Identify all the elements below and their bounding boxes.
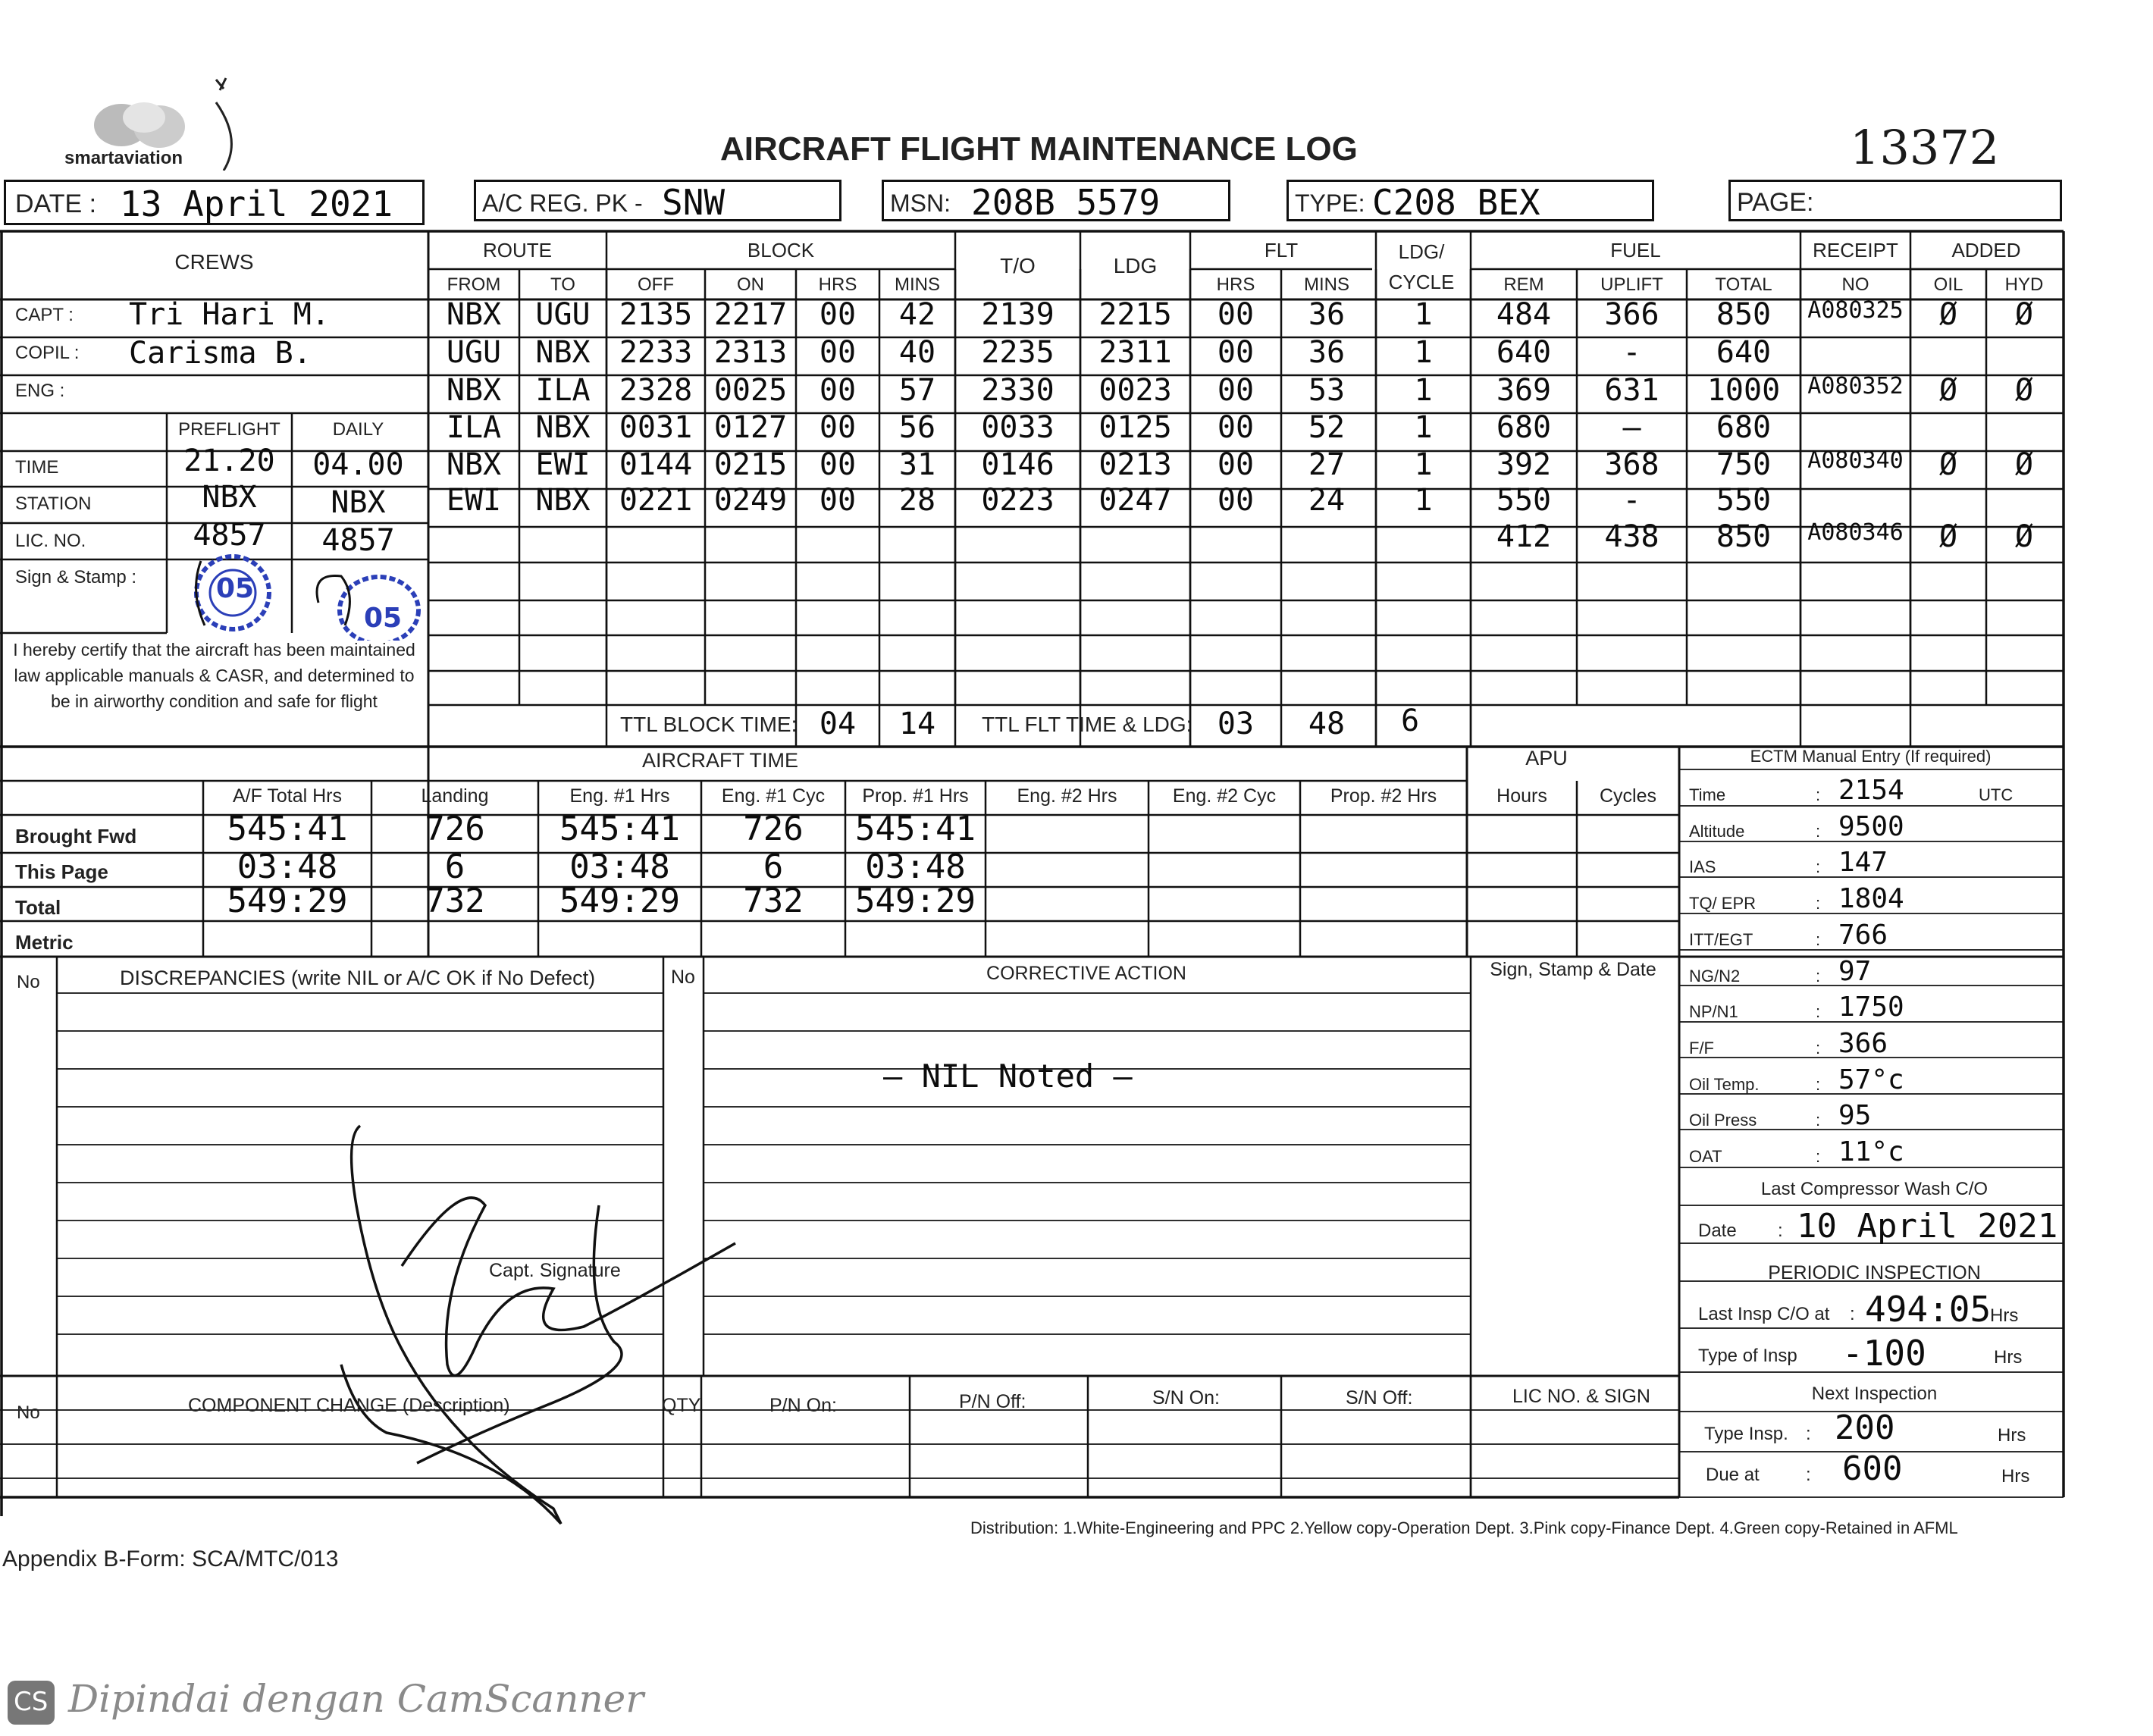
ectm-label: NP/N1 (1689, 1002, 1738, 1022)
flight-flt-hrs: 00 (1217, 335, 1255, 370)
flight-cycle: 1 (1414, 297, 1433, 332)
oil-subheader: OIL (1933, 274, 1963, 295)
flight-on: 2313 (713, 335, 788, 370)
flight-flt-mins: 53 (1308, 373, 1346, 408)
ldg-cycle-header: LDG/ CYCLE (1388, 240, 1455, 293)
next-type-label: Type Insp. (1704, 1424, 1788, 1444)
flight-uplift: — (1622, 410, 1641, 445)
flight-from: NBX (446, 447, 502, 482)
lic-sign-label: LIC NO. & SIGN (1512, 1386, 1650, 1407)
copil-label: COPIL : (15, 343, 80, 363)
type-value: C208 BEX (1372, 182, 1540, 223)
aircraft-time-col-header: Prop. #2 Hrs (1330, 785, 1437, 807)
next-type-colon: : (1806, 1424, 1811, 1444)
flight-total: 1000 (1706, 373, 1781, 408)
flight-total: 680 (1716, 410, 1772, 445)
flight-ldg: 0247 (1098, 483, 1172, 518)
eng-label: ENG : (15, 381, 65, 401)
preflight-time: 21.20 (183, 443, 275, 478)
flight-mins: 57 (898, 373, 936, 408)
next-type-unit: Hrs (1998, 1425, 2026, 1446)
flight-flt-mins: 24 (1308, 483, 1346, 518)
type-box (1286, 180, 1654, 221)
from-subheader: FROM (447, 274, 501, 295)
off-subheader: OFF (638, 274, 674, 295)
ectm-unit: UTC (1979, 785, 2014, 804)
type-of-insp-unit: Hrs (1994, 1347, 2023, 1368)
company-logo (61, 72, 235, 171)
ectm-value: 1750 (1838, 992, 1904, 1023)
ectm-colon: : (1816, 1038, 1821, 1058)
flight-from: EWI (446, 483, 502, 518)
flight-hyd: Ø (2014, 519, 2034, 554)
flt-header: FLT (1264, 239, 1299, 262)
flight-from: UGU (446, 335, 502, 370)
flight-total: 550 (1716, 483, 1772, 518)
aircraft-time-value: 6 (763, 848, 784, 886)
flight-off: 2233 (619, 335, 693, 370)
type-of-insp-label: Type of Insp (1698, 1346, 1797, 1366)
component-change-title: COMPONENT CHANGE (Description) (188, 1395, 510, 1416)
fuel-header: FUEL (1610, 239, 1661, 262)
flight-receipt: A080352 (1807, 373, 1904, 400)
flight-rem: 640 (1496, 335, 1552, 370)
ectm-label: Time (1689, 785, 1726, 804)
next-inspection-title: Next Inspection (1811, 1383, 1938, 1404)
on-subheader: ON (737, 274, 764, 295)
ectm-colon: : (1816, 1074, 1821, 1094)
flight-cycle: 1 (1414, 335, 1433, 370)
flight-from: ILA (446, 410, 502, 445)
flight-ldg: 0213 (1098, 447, 1172, 482)
reg-label: A/C REG. PK - (482, 190, 643, 217)
rem-subheader: REM (1503, 274, 1544, 295)
flight-uplift: - (1622, 335, 1641, 370)
ectm-label: Oil Temp. (1689, 1074, 1760, 1094)
flight-mins: 31 (898, 447, 936, 482)
aircraft-time-col-header: Eng. #2 Cyc (1172, 785, 1277, 807)
date-value: 13 April 2021 (120, 183, 393, 224)
hrs-subheader: HRS (818, 274, 857, 295)
flt-mins-subheader: MINS (1304, 274, 1349, 295)
lic-label: LIC. NO. (15, 531, 86, 551)
ectm-value: 147 (1838, 847, 1888, 879)
last-insp-value: 494:05 (1865, 1289, 1992, 1330)
flight-to-time: 0033 (981, 410, 1055, 445)
ectm-colon: : (1816, 1111, 1821, 1130)
preflight-lic: 4857 (193, 518, 266, 553)
ectm-label: NG/N2 (1689, 966, 1741, 986)
ectm-colon: : (1816, 966, 1821, 986)
reg-value: SNW (662, 182, 726, 223)
flight-mins: 56 (898, 410, 936, 445)
ttl-block-label: TTL BLOCK TIME: (620, 713, 798, 736)
flight-flt-hrs: 00 (1217, 447, 1255, 482)
aircraft-time-value: 03:48 (865, 848, 966, 886)
ectm-label: Oil Press (1689, 1111, 1757, 1130)
inspector-stamp-1 (186, 553, 284, 633)
nil-noted-note: – NIL Noted – (883, 1058, 1133, 1095)
daily-label: DAILY (332, 419, 384, 440)
last-insp-unit: Hrs (1990, 1305, 2019, 1326)
flight-off: 0221 (619, 483, 693, 518)
ectm-value: 97 (1838, 955, 1872, 987)
periodic-inspection-title: PERIODIC INSPECTION (1768, 1262, 1981, 1283)
sign-stamp-label: Sign & Stamp : (15, 567, 137, 588)
camscanner-watermark: Dipindai dengan CamScanner (68, 1677, 644, 1721)
time-label: TIME (15, 457, 59, 478)
flight-to: ILA (535, 373, 591, 408)
sn-off-label: S/N Off: (1346, 1387, 1413, 1409)
flight-to: EWI (535, 447, 591, 482)
to-header: T/O (1000, 254, 1036, 277)
flight-flt-hrs: 00 (1217, 483, 1255, 518)
ldg-header: LDG (1113, 254, 1158, 277)
page-label: PAGE: (1737, 188, 1814, 217)
flight-hyd: Ø (2014, 447, 2034, 482)
ectm-value: 11°c (1838, 1136, 1904, 1167)
flight-ldg: 0023 (1098, 373, 1172, 408)
component-no-label: No (17, 1402, 40, 1423)
aircraft-time-row-label: Metric (15, 931, 74, 954)
aircraft-time-value: 545:41 (227, 810, 348, 848)
ectm-label: OAT (1689, 1147, 1722, 1166)
due-at-label: Due at (1706, 1465, 1760, 1485)
flight-on: 0127 (713, 410, 788, 445)
flight-total: 850 (1716, 297, 1772, 332)
aircraft-time-value: 732 (743, 882, 804, 920)
aircraft-time-value: 6 (444, 848, 465, 886)
msn-value: 208B 5579 (971, 182, 1161, 223)
compressor-date-value: 10 April 2021 (1797, 1207, 2058, 1246)
appendix-form: Appendix B-Form: SCA/MTC/013 (2, 1546, 339, 1571)
type-of-insp-value: -100 (1842, 1333, 1926, 1374)
flight-hrs: 00 (819, 297, 857, 332)
flight-ldg: 2311 (1098, 335, 1172, 370)
ttl-block-hrs: 04 (819, 707, 857, 741)
compressor-date-colon: : (1778, 1221, 1783, 1241)
flight-rem: 550 (1496, 483, 1552, 518)
preflight-label: PREFLIGHT (178, 419, 280, 440)
flight-to-time: 0223 (981, 483, 1055, 518)
ttl-flt-mins: 48 (1308, 707, 1346, 741)
flight-off: 2135 (619, 297, 693, 332)
ectm-label: F/F (1689, 1038, 1714, 1058)
aircraft-time-value: 549:29 (855, 882, 976, 920)
form-title: AIRCRAFT FLIGHT MAINTENANCE LOG (720, 130, 1358, 168)
aircraft-time-value: 03:48 (237, 848, 338, 886)
flight-hrs: 00 (819, 335, 857, 370)
captain-signature (326, 1114, 751, 1539)
flight-flt-hrs: 00 (1217, 410, 1255, 445)
ectm-title: ECTM Manual Entry (If required) (1750, 747, 1992, 766)
flight-total: 640 (1716, 335, 1772, 370)
daily-time: 04.00 (312, 447, 404, 482)
ectm-colon: : (1816, 857, 1821, 877)
flight-hrs: 00 (819, 447, 857, 482)
pn-off-label: P/N Off: (959, 1391, 1026, 1412)
aircraft-time-col-header: Eng. #1 Cyc (721, 785, 826, 807)
capt-signature-label: Capt. Signature (489, 1260, 621, 1281)
flight-to: NBX (535, 483, 591, 518)
flight-total: 750 (1716, 447, 1772, 482)
flight-to: NBX (535, 335, 591, 370)
flight-rem: 412 (1496, 519, 1552, 554)
flight-uplift: 368 (1604, 447, 1659, 482)
sn-on-label: S/N On: (1152, 1387, 1220, 1409)
flight-hyd: Ø (2014, 297, 2034, 332)
ttl-flt-label: TTL FLT TIME & LDG: (982, 713, 1192, 736)
ectm-label: TQ/ EPR (1689, 894, 1757, 913)
flight-oil: Ø (1938, 447, 1958, 482)
aircraft-time-value: 545:41 (559, 810, 680, 848)
aircraft-time-value: 549:29 (559, 882, 680, 920)
date-box (4, 180, 425, 225)
flight-off: 2328 (619, 373, 693, 408)
next-type-value: 200 (1835, 1409, 1895, 1447)
flight-flt-mins: 52 (1308, 410, 1346, 445)
crews-header: CREWS (174, 250, 254, 274)
flight-on: 0025 (713, 373, 788, 408)
ectm-value: 366 (1838, 1027, 1888, 1059)
flight-off: 0144 (619, 447, 693, 482)
ectm-colon: : (1816, 785, 1821, 804)
flight-ldg: 2215 (1098, 297, 1172, 332)
flight-oil: Ø (1938, 373, 1958, 408)
capt-label: CAPT : (15, 305, 74, 325)
flight-receipt: A080325 (1807, 297, 1904, 324)
logo-text: smartaviation (64, 148, 183, 168)
hyd-subheader: HYD (2004, 274, 2044, 295)
flight-hrs: 00 (819, 373, 857, 408)
flight-on: 2217 (713, 297, 788, 332)
distribution-note: Distribution: 1.White-Engineering and PPC 2.Yellow copy-Operation Dept. 3.Pink copy-Finance Dept. 4.Green copy-Retained in AFML (970, 1518, 1958, 1537)
flight-from: NBX (446, 297, 502, 332)
flight-to-time: 2330 (981, 373, 1055, 408)
station-label: STATION (15, 494, 92, 514)
flight-uplift: - (1622, 483, 1641, 518)
preflight-station: NBX (202, 480, 257, 515)
aircraft-time-value: 545:41 (855, 810, 976, 848)
flight-uplift: 631 (1604, 373, 1659, 408)
aircraft-time-value: 726 (743, 810, 804, 848)
flight-to: UGU (535, 297, 591, 332)
apu-title: APU (1525, 747, 1568, 769)
flight-flt-mins: 27 (1308, 447, 1346, 482)
copil-name: Carisma B. (129, 336, 312, 371)
flight-to: NBX (535, 410, 591, 445)
discrepancy-no-label: No (17, 972, 40, 992)
ectm-value: 2154 (1838, 775, 1904, 806)
flight-on: 0249 (713, 483, 788, 518)
ectm-colon: : (1816, 894, 1821, 913)
daily-station: NBX (331, 485, 386, 520)
flight-mins: 42 (898, 297, 936, 332)
flight-from: NBX (446, 373, 502, 408)
aircraft-time-value: 732 (425, 882, 485, 920)
ectm-colon: : (1816, 1002, 1821, 1022)
flight-cycle: 1 (1414, 483, 1433, 518)
aircraft-time-row-label: This Page (15, 860, 108, 883)
ectm-label: ITT/EGT (1689, 929, 1753, 949)
aircraft-time-row-label: Brought Fwd (15, 825, 137, 848)
receipt-no-subheader: NO (1841, 274, 1869, 295)
aircraft-time-col-header: Eng. #2 Hrs (1017, 785, 1117, 807)
ttl-flt-hrs: 03 (1217, 707, 1255, 741)
aircraft-time-col-header: Cycles (1599, 785, 1656, 807)
flight-mins: 40 (898, 335, 936, 370)
ectm-value: 9500 (1838, 810, 1904, 842)
ectm-label: Altitude (1689, 821, 1745, 841)
serial-number: 13372 (1850, 120, 2000, 175)
flight-oil: Ø (1938, 519, 1958, 554)
route-header: ROUTE (483, 239, 552, 262)
flt-hrs-subheader: HRS (1216, 274, 1255, 295)
flight-cycle: 1 (1414, 410, 1433, 445)
camscanner-logo: CS (14, 1687, 49, 1717)
flight-hrs: 00 (819, 410, 857, 445)
aircraft-time-row-label: Total (15, 896, 61, 919)
ectm-value: 766 (1838, 919, 1888, 951)
due-at-colon: : (1806, 1465, 1811, 1485)
ectm-colon: : (1816, 929, 1821, 949)
compressor-wash-title: Last Compressor Wash C/O (1760, 1179, 1988, 1199)
pn-on-label: P/N On: (769, 1395, 837, 1416)
flight-flt-hrs: 00 (1217, 297, 1255, 332)
page-box (1728, 180, 2062, 221)
capt-name: Tri Hari M. (129, 297, 330, 332)
flight-oil: Ø (1938, 297, 1958, 332)
camscanner-badge (8, 1681, 55, 1725)
aircraft-time-col-header: A/F Total Hrs (232, 785, 343, 807)
to-subheader: TO (550, 274, 575, 295)
flight-hrs: 00 (819, 483, 857, 518)
ttl-block-mins: 14 (898, 707, 936, 741)
last-insp-label: Last Insp C/O at (1698, 1304, 1830, 1324)
mins-subheader: MINS (895, 274, 940, 295)
ectm-value: 57°c (1838, 1064, 1904, 1095)
flight-rem: 484 (1496, 297, 1552, 332)
ectm-label: IAS (1689, 857, 1716, 877)
corrective-action-title: CORRECTIVE ACTION (986, 963, 1186, 984)
flight-receipt: A080340 (1807, 447, 1904, 474)
flight-to-time: 2139 (981, 297, 1055, 332)
last-insp-colon: : (1850, 1304, 1855, 1324)
aircraft-time-value: 549:29 (227, 882, 348, 920)
ectm-colon: : (1816, 1147, 1821, 1166)
flight-off: 0031 (619, 410, 693, 445)
uplift-subheader: UPLIFT (1600, 274, 1663, 295)
stamp-number-1: 05 (216, 573, 255, 604)
flight-flt-hrs: 00 (1217, 373, 1255, 408)
aircraft-time-col-header: Hours (1496, 785, 1547, 807)
msn-label: MSN: (890, 190, 951, 217)
flight-ldg: 0125 (1098, 410, 1172, 445)
flight-uplift: 366 (1604, 297, 1659, 332)
msn-box (882, 180, 1230, 221)
date-label: DATE : (15, 190, 97, 218)
flight-to-time: 2235 (981, 335, 1055, 370)
flight-hyd: Ø (2014, 373, 2034, 408)
aircraft-time-col-header: Prop. #1 Hrs (862, 785, 969, 807)
daily-lic: 4857 (321, 523, 395, 558)
aircraft-time-title: AIRCRAFT TIME (641, 749, 799, 772)
ectm-colon: : (1816, 821, 1821, 841)
sign-stamp-date-title: Sign, Stamp & Date (1490, 959, 1656, 980)
compressor-date-label: Date (1698, 1221, 1737, 1241)
aircraft-time-col-header: Eng. #1 Hrs (569, 785, 670, 807)
discrepancies-title: DISCREPANCIES (write NIL or A/C OK if No Defect) (120, 967, 596, 989)
reg-box (474, 180, 841, 221)
flight-rem: 369 (1496, 373, 1552, 408)
flight-receipt: A080346 (1807, 519, 1904, 546)
flight-rem: 392 (1496, 447, 1552, 482)
ttl-ldg: 6 (1400, 703, 1420, 738)
due-at-unit: Hrs (2001, 1466, 2030, 1487)
flight-mins: 28 (898, 483, 936, 518)
flight-on: 0215 (713, 447, 788, 482)
inspector-stamp-2 (303, 565, 425, 641)
corrective-no-label: No (671, 967, 695, 988)
type-label: TYPE: (1295, 190, 1365, 217)
flight-rem: 680 (1496, 410, 1552, 445)
ectm-value: 95 (1838, 1100, 1872, 1132)
flight-cycle: 1 (1414, 373, 1433, 408)
airworthy-certification: I hereby certify that the aircraft has been maintained law applicable manuals & CASR, and determined to be in airworthy condition and safe for flight (13, 640, 415, 711)
total-subheader: TOTAL (1715, 274, 1772, 295)
ectm-value: 1804 (1838, 883, 1904, 915)
added-header: ADDED (1951, 239, 2021, 262)
flight-flt-mins: 36 (1308, 297, 1346, 332)
due-at-value: 600 (1842, 1449, 1903, 1488)
flight-total: 850 (1716, 519, 1772, 554)
stamp-number-2: 05 (364, 603, 403, 634)
flight-to-time: 0146 (981, 447, 1055, 482)
flight-uplift: 438 (1604, 519, 1659, 554)
aircraft-time-col-header: Landing (421, 785, 489, 807)
aircraft-time-value: 03:48 (569, 848, 670, 886)
aircraft-time-value: 726 (425, 810, 485, 848)
flight-flt-mins: 36 (1308, 335, 1346, 370)
receipt-header: RECEIPT (1813, 239, 1898, 262)
flight-cycle: 1 (1414, 447, 1433, 482)
qty-label: QTY (662, 1395, 701, 1416)
block-header: BLOCK (747, 239, 815, 262)
